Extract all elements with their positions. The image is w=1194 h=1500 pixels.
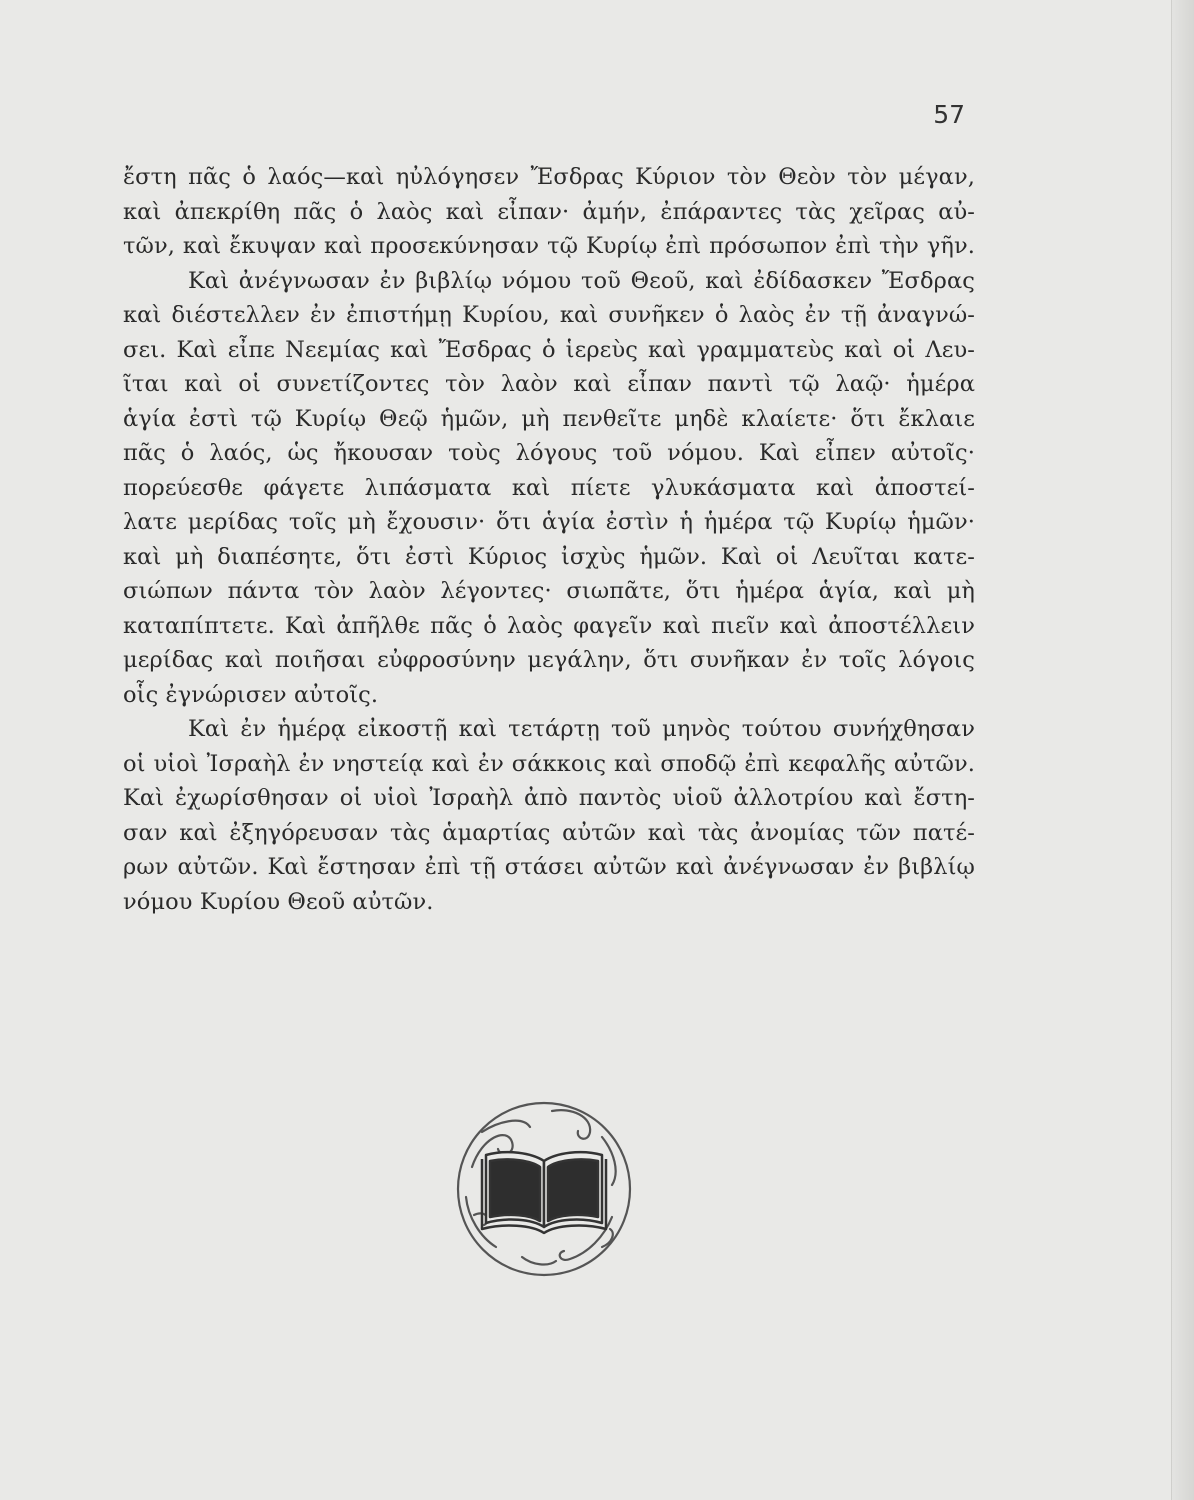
text-block <box>123 160 975 919</box>
text-line: καὶ ἀπεκρίθη πᾶς ὁ λαὸς καὶ εἶπαν· ἀμήν, ἐπάραντες τὰς χεῖρας αὐ- <box>123 198 975 225</box>
text-line: νόμου Κυρίου Θεοῦ αὐτῶν. <box>123 888 434 915</box>
text-line: οἷς ἐγνώρισεν αὐτοῖς. <box>123 681 379 708</box>
text-line: ρων αὐτῶν. Καὶ ἔστησαν ἐπὶ τῇ στάσει αὐτῶν καὶ ἀνέγνωσαν ἐν βιβλίῳ <box>123 854 975 880</box>
text-line: πᾶς ὁ λαός, ὡς ἤκουσαν τοὺς λόγους τοῦ νόμου. Καὶ εἶπεν αὐτοῖς· <box>123 440 975 466</box>
text-line: καταπίπτετε. Καὶ ἀπῆλθε πᾶς ὁ λαὸς φαγεῖν καὶ πιεῖν καὶ ἀποστέλλειν <box>123 612 975 639</box>
page-number: 57 <box>933 100 965 129</box>
text-line: μερίδας καὶ ποιῆσαι εὐφροσύνην μεγάλην, ὅτι συνῆκαν ἐν τοῖς λόγοις <box>123 647 975 673</box>
text-line: πορεύεσθε φάγετε λιπάσματα καὶ πίετε γλυκάσματα καὶ ἀποστεί- <box>123 474 975 501</box>
text-line: σαν καὶ ἐξηγόρευσαν τὰς ἁμαρτίας αὐτῶν καὶ τὰς ἀνομίας τῶν πατέ- <box>123 819 975 846</box>
page-edge <box>1171 0 1194 1500</box>
text-line: σιώπων πάντα τὸν λαὸν λέγοντες· σιωπᾶτε, ὅτι ἡμέρα ἁγία, καὶ μὴ <box>123 578 975 604</box>
book-ornament-icon <box>452 1097 636 1281</box>
text-line: τῶν, καὶ ἔκυψαν καὶ προσεκύνησαν τῷ Κυρίῳ ἐπὶ πρόσωπον ἐπὶ τὴν γῆν. <box>123 233 975 259</box>
text-line: ἁγία ἐστὶ τῷ Κυρίῳ Θεῷ ἡμῶν, μὴ πενθεῖτε μηδὲ κλαίετε· ὅτι ἔκλαιε <box>123 405 975 432</box>
text-line: σει. Καὶ εἶπε Νεεμίας καὶ Ἔσδρας ὁ ἱερεὺς καὶ γραμματεὺς καὶ οἱ Λευ- <box>123 336 975 363</box>
text-line: Καὶ ἀνέγνωσαν ἐν βιβλίῳ νόμου τοῦ Θεοῦ, καὶ ἐδίδασκεν Ἔσδρας <box>188 267 975 294</box>
text-line: καὶ διέστελλεν ἐν ἐπιστήμῃ Κυρίου, καὶ συνῆκεν ὁ λαὸς ἐν τῇ ἀναγνώ- <box>123 302 975 328</box>
text-line: καὶ μὴ διαπέσητε, ὅτι ἐστὶ Κύριος ἰσχὺς ἡμῶν. Καὶ οἱ Λευῖται κατε- <box>123 543 975 570</box>
text-line: λατε μερίδας τοῖς μὴ ἔχουσιν· ὅτι ἁγία ἐστὶν ἡ ἡμέρα τῷ Κυρίῳ ἡμῶν· <box>123 509 975 535</box>
text-line: οἱ υἱοὶ Ἰσραὴλ ἐν νηστείᾳ καὶ ἐν σάκκοις καὶ σποδῷ ἐπὶ κεφαλῆς αὐτῶν. <box>123 750 975 777</box>
text-line: Καὶ ἐν ἡμέρᾳ εἰκοστῇ καὶ τετάρτῃ τοῦ μηνὸς τούτου συνήχθησαν <box>188 716 975 742</box>
text-line: ἔστη πᾶς ὁ λαός—καὶ ηὐλόγησεν Ἔσδρας Κύριον τὸν Θεὸν τὸν μέγαν, <box>123 164 975 190</box>
text-line: Καὶ ἐχωρίσθησαν οἱ υἱοὶ Ἰσραὴλ ἀπὸ παντὸς υἱοῦ ἀλλοτρίου καὶ ἔστη- <box>123 785 975 811</box>
text-line: ῖται καὶ οἱ συνετίζοντες τὸν λαὸν καὶ εἶπαν παντὶ τῷ λαῷ· ἡμέρα <box>123 371 975 397</box>
